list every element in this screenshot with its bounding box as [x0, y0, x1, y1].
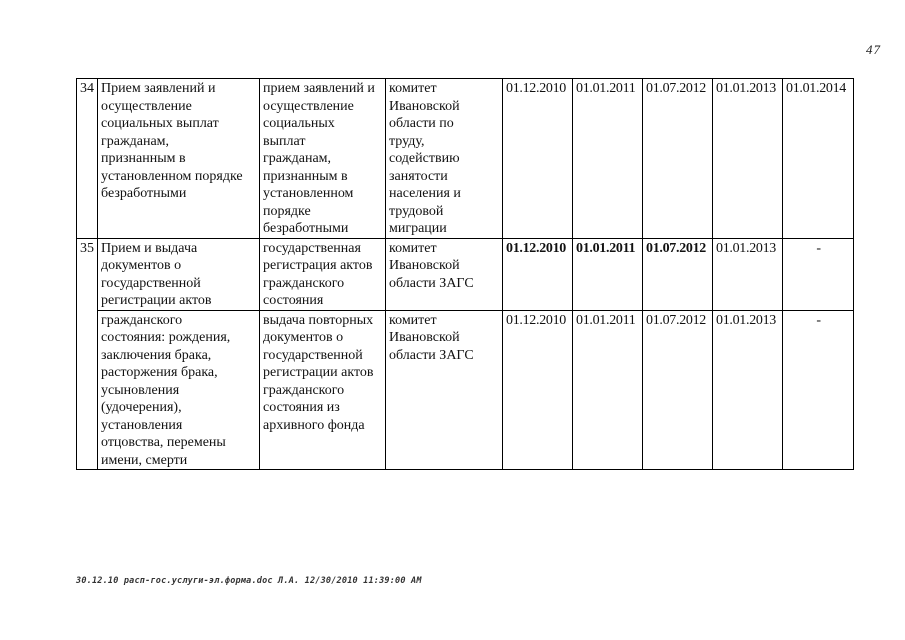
subservice-name: государственная регистрация актов гражданского состояния — [260, 238, 386, 310]
row-number: 35 — [77, 238, 98, 470]
date-stage-4: 01.01.2013 — [713, 310, 783, 470]
date-stage-4: 01.01.2013 — [713, 238, 783, 310]
date-stage-1: 01.12.2010 — [503, 238, 573, 310]
date-stage-2: 01.01.2011 — [573, 310, 643, 470]
date-stage-3: 01.07.2012 — [643, 79, 713, 239]
date-stage-1: 01.12.2010 — [503, 79, 573, 239]
table-row — [77, 79, 854, 239]
page-number: 47 — [866, 42, 881, 57]
date-stage-5: - — [783, 238, 854, 310]
date-stage-1: 01.12.2010 — [503, 310, 573, 470]
document-footer: 30.12.10 расп-гос.услуги-эл.форма.doc Л.А. 12/30/2010 11:39:00 AM — [76, 576, 422, 586]
date-stage-3: 01.07.2012 — [643, 310, 713, 470]
subservice-name: прием заявлений и осуществление социальных выплат гражданам, признанным в установленном порядке безработными — [260, 79, 386, 239]
table-row — [77, 310, 854, 470]
authority-name: комитет Ивановской области ЗАГС — [386, 238, 503, 310]
service-name-continued: гражданского состояния: рождения, заключения брака, расторжения брака, усыновления (удочерения), установления отцовства, перемены имени, смерти — [98, 310, 260, 470]
date-stage-4: 01.01.2013 — [713, 79, 783, 239]
table-row — [77, 238, 854, 310]
services-table — [76, 78, 854, 470]
date-stage-5: 01.01.2014 — [783, 79, 854, 239]
date-stage-2: 01.01.2011 — [573, 238, 643, 310]
subservice-name: выдача повторных документов о государственной регистрации актов гражданского состояния из архивного фонда — [260, 310, 386, 470]
row-number: 34 — [77, 79, 98, 239]
service-name: Прием и выдача документов о государственной регистрации актов — [98, 238, 260, 310]
service-name: Прием заявлений и осуществление социальных выплат гражданам, признанным в установленном порядке безработными — [98, 79, 260, 239]
date-stage-5: - — [783, 310, 854, 470]
date-stage-3: 01.07.2012 — [643, 238, 713, 310]
date-stage-2: 01.01.2011 — [573, 79, 643, 239]
authority-name: комитет Ивановской области ЗАГС — [386, 310, 503, 470]
authority-name: комитет Ивановской области по труду, содействию занятости населения и трудовой миграции — [386, 79, 503, 239]
